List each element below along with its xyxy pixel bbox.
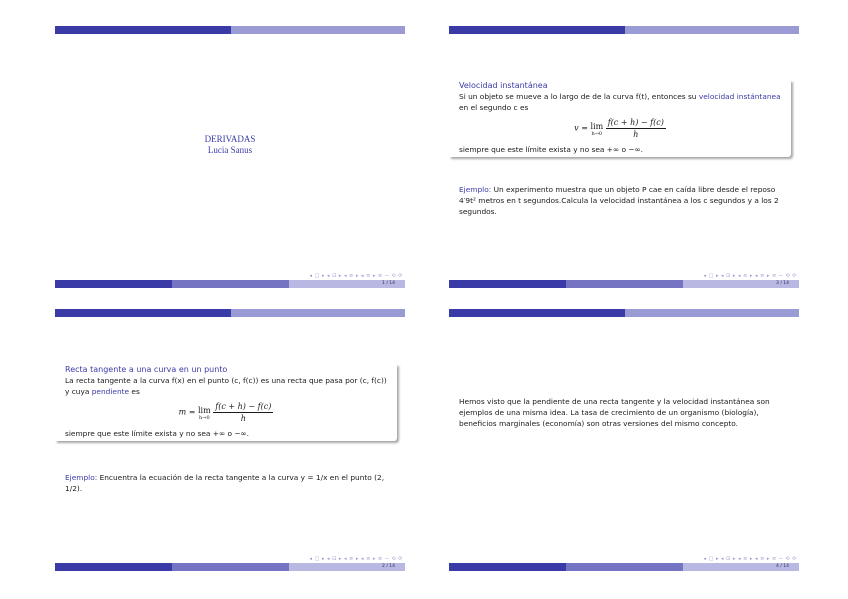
slide-2	[55, 309, 405, 567]
limit-formula	[459, 117, 781, 140]
page-number: 2 / 14	[382, 564, 395, 569]
block-body	[449, 91, 791, 157]
limit-operator: lim h→0	[590, 121, 604, 137]
condition-text: siempre que este límite exista y no sea +∞ o −∞.	[65, 429, 250, 438]
definition-text: La recta tangente a la curva f(x) en el punto (c, f(c)) es una recta que pasa por (c, f(c)) y cuya	[65, 376, 387, 396]
limit-formula	[65, 401, 387, 424]
bottom-bar	[55, 280, 405, 288]
navigation-symbols[interactable]: ◂ □ ▸ ◂ ⊡ ▸ ◂ ≡ ▸ ◂ ≡ ▸ ≡ ∽ ⟲ ⟳	[703, 273, 797, 279]
page-number: 1 / 14	[382, 281, 395, 286]
page-number: 4 / 14	[776, 564, 789, 569]
top-bar	[55, 309, 405, 317]
block-body	[55, 375, 397, 441]
block-title: Recta tangente a una curva en un punto	[65, 365, 228, 374]
definition-text-end: en el segundo c es	[459, 103, 529, 112]
formula-lhs: v =	[574, 123, 591, 133]
presentation-title: DERIVADAS	[204, 134, 256, 144]
highlight-term: pendiente	[91, 387, 130, 396]
definition-block	[55, 364, 397, 441]
definition-text-end: es	[129, 387, 140, 396]
author-name: Lucia Sanus	[207, 145, 253, 155]
navigation-symbols[interactable]: ◂ □ ▸ ◂ ⊡ ▸ ◂ ≡ ▸ ◂ ≡ ▸ ≡ ∽ ⟲ ⟳	[309, 273, 403, 279]
bottom-bar	[449, 563, 799, 571]
slide-1	[55, 26, 405, 284]
page-number: 3 / 14	[776, 281, 789, 286]
summary-paragraph: Hemos visto que la pendiente de una recta tangente y la velocidad instantánea son ejemplos de una misma idea. La tasa de crecimiento de un organismo (biología), beneficios marginales (economía) son otras versiones del mismo concepto.	[459, 397, 770, 428]
example-body: Un experimento muestra que un objeto P cae en caída libre desde el reposo 4′9t² metros en t segundos.Calcula la velocidad instantánea a los c segundos y a los 2 segundos.	[459, 185, 779, 216]
difference-quotient: $\frac{f(c + h) - f(c)}{h}$	[607, 118, 664, 139]
definition-block	[449, 80, 791, 157]
difference-quotient: $\frac{f(c + h) - f(c)}{h}$	[215, 402, 272, 423]
bottom-bar	[449, 280, 799, 288]
top-bar	[449, 26, 799, 34]
example-label: Ejemplo:	[459, 185, 492, 194]
definition-text: Si un objeto se mueve a lo largo de de la curva f(t), entonces su	[459, 92, 699, 101]
example-text	[65, 472, 395, 494]
title-block	[55, 134, 405, 156]
block-title: Velocidad instantánea	[459, 81, 548, 90]
top-bar	[449, 309, 799, 317]
navigation-symbols[interactable]: ◂ □ ▸ ◂ ⊡ ▸ ◂ ≡ ▸ ◂ ≡ ▸ ≡ ∽ ⟲ ⟳	[703, 556, 797, 562]
limit-operator: lim h→0	[198, 405, 211, 421]
top-bar	[55, 26, 405, 34]
slide-4	[449, 309, 799, 567]
example-body: Encuentra la ecuación de la recta tangente a la curva y = 1/x en el punto (2, 1/2).	[65, 473, 385, 493]
bottom-bar	[55, 563, 405, 571]
example-label: Ejemplo:	[65, 473, 98, 482]
example-text	[459, 184, 789, 217]
navigation-symbols[interactable]: ◂ □ ▸ ◂ ⊡ ▸ ◂ ≡ ▸ ◂ ≡ ▸ ≡ ∽ ⟲ ⟳	[309, 556, 403, 562]
condition-text: siempre que este límite exista y no sea +∞ o −∞.	[459, 145, 644, 154]
highlight-term: velocidad instántanea	[698, 92, 781, 101]
slide-3	[449, 26, 799, 284]
formula-lhs: m =	[178, 407, 198, 417]
